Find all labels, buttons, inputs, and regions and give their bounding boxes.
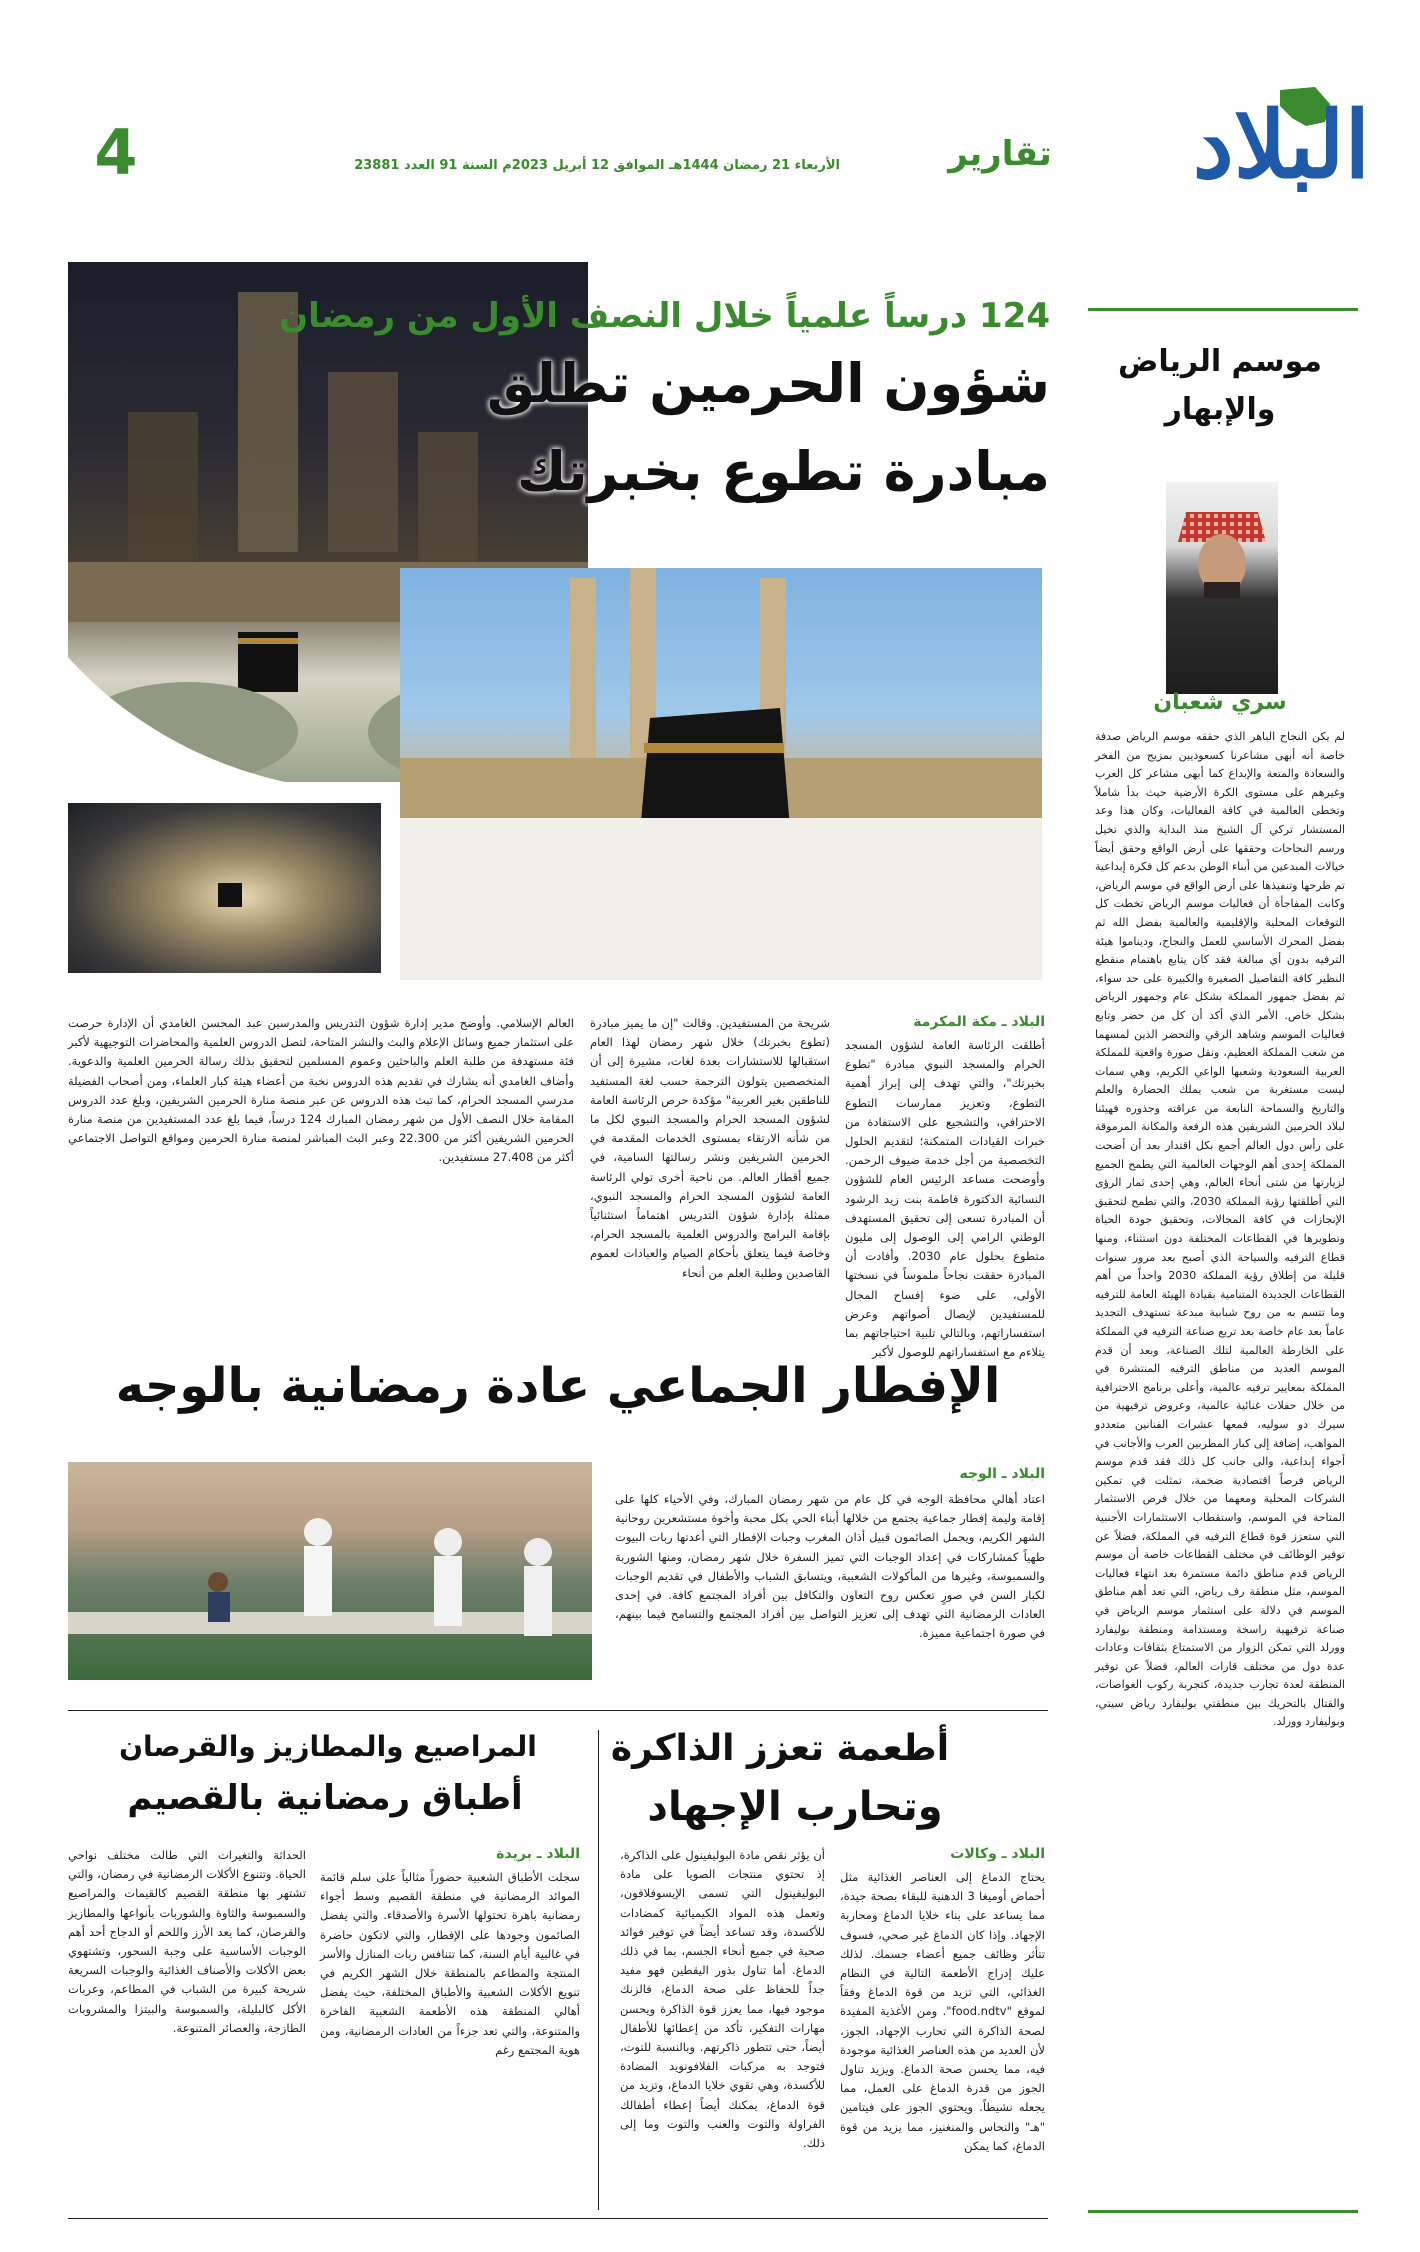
iftar-photo	[68, 1462, 592, 1680]
memory-col-1	[840, 1868, 1045, 2208]
page-number: 4	[94, 116, 138, 189]
masthead	[0, 0, 1420, 230]
column-body	[1095, 728, 1345, 2208]
memory-headline-line1: أطعمة تعزز الذاكرة	[610, 1728, 950, 1769]
main-col-3-text: العالم الإسلامي. وأوضح مدير إدارة شؤون التدريس والمدرسين عبد المحسن الغامدي أن الإدارة حرصت على استثمار جميع وسائل الإعلام والبث والنشر المتاحة، لتصل الدروس العلمية والمحاضرات التوجيهية لأكبر فئة مستهدفة من طلبة العلم والباحثين وعموم المسلمين لتحقيق بذلك رسالة الحرمين العلمية والدعوية. وأضاف الغامدي أنه يشارك في تقديم هذه الدروس نخبة من أعضاء هيئة كبار العلماء، ومن أصحاب الفضيلة مدرسي المسجد الحرام، كما تبث هذه الدروس عن عبر منصة منارة الحرمين الشريفين، وبلغ عدد الدروس المقامة خلال النصف الأول من شهر رمضان المبارك 124 درساً، فيما بلغ عدد المستفيدين من منصة منارة الحرمين الشريفين أكثر من 22.300 وعبر البث المباشر لمنصة منارة الحرمين ومواقع التواصل الاجتماعي أكثر من 27.408 مستفيدين.	[68, 1016, 574, 1165]
section-divider	[68, 1710, 1048, 1711]
main-col-2	[590, 1014, 830, 1336]
memory-headline-line2: وتحارب الإجهاد	[647, 1784, 943, 1830]
iftar-body-text: اعتاد أهالي محافظة الوجه في كل عام من شهر رمضان المبارك، وفي الأحياء كلها على إقامة وليمة إفطار جماعية يجتمع من خلالها أبناء الحي بكل محبة وأخوة مستشعرين روحانية الشهر الكريم، ويحمل الصائمون قبيل أذان المغرب وجبات الإفطار التي أعدتها ربات البيوت طهياً كمشاركات في إعداد الوجبات التي تميز السفرة خلال شهر رمضان، ومنها الشوربة والسمبوسة، وغيرها من المأكولات الشعبية، ويتسابق الشباب والأطفال في تقديم الوجبات لكبار السن في صورٍ تعكس روح التعاون والتكافل بين أفراد المجتمع كافة. في إحدى العادات الرمضانية التي تهدف إلى تعزيز التواصل بين أفراد المجتمع والتسامح فيما بينهم، في صورة اجتماعية مميزة.	[615, 1492, 1045, 1641]
memory-col-1-text: يحتاج الدماغ إلى العناصر الغذائية مثل أحماض أوميغا 3 الدهنية للبقاء بصحة جيدة، مما يساعد على بناء خلايا الدماغ ومحاربة الإجهاد. وإذا كان الدماغ غير صحي، فسوف تتأثر وظائف جميع أعضاء جسمك. لذلك عليك إدراج الأطعمة التالية في النظام الغذائي، التي تزيد من قوة الدماغ وفقاً لموقع "food.ndtv". ومن الأغذية المفيدة لصحة الذاكرة التي تحارب الإجهاد، الجوز، لأن العديد من هذه العناصر الغذائية موجودة فيه، مما يحسن صحة الدماغ. ويزيد تناول الجوز من قدرة الدماغ على العمل، مما يجعله نشيطاً. ويحتوي الجوز على فيتامين "هـ" والنحاس والمنغنيز، مما يزيد من قوة الدماغ، كما يمكن	[840, 1870, 1046, 2153]
qassim-byline: البلاد ـ بريدة	[496, 1846, 580, 1862]
main-col-1-text: أطلقت الرئاسة العامة لشؤون المسجد الحرام والمسجد النبوي مبادرة "تطوع بخبرتك"، والتي تهدف إلى إبراز أهمية التطوع، وتعزيز ممارسات التطوع الاحترافي، والتشجيع على الاستفادة من خبرات القيادات المتمكنة؛ لتقديم الحلول التخصصية من أجل خدمة ضيوف الرحمن. وأوضحت مساعد الرئيس العام للشؤون النسائية الدكتورة فاطمة بنت زيد الرشود أن المبادرة تسعى إلى تحقيق المستهدف الوطني الرامي إلى الوصول إلى مليون متطوع بحلول عام 2030. وأفادت أن المبادرة حققت نجاحاً ملموساً في نسختها الأولى، على ضوء إفساح المجال للمستفيدين لإيصال أصواتهم وعرض استفساراتهم، وبالتالي تلبية احتياجاتهم بما يتلاءم مع استفساراتهم للوصول لأكبر	[845, 1038, 1045, 1360]
bottom-rule	[68, 2218, 1048, 2219]
main-headline-line2: مبادرة تطوع بخبرتك	[516, 440, 1050, 503]
qassim-col-1	[320, 1868, 580, 2208]
qassim-headline-line1: المراصيع والمطازيز والقرصان	[119, 1730, 537, 1763]
qassim-col-1-text: سجلت الأطباق الشعبية حضوراً مثالياً على سلم قائمة الموائد الرمضانية في منطقة القصيم وسط أجواء رمضانية باهرة تحتولها الأسرة والأصدقاء. والتي يفضل الصائمون وجودها على الإفطار، والتي لاتكون حاضرة في غالبية أيام السنة، كما تتنافس ربات المنازل والأسر المنتجة والمطاعم بالمنطقة خلال الشهر الكريم في تنويع الأكلات الشعبية والأطباق المختلفة، حيث يفضل أهالي المنطقة هذه الأطعمة الشعبية الفاخرة والمتنوعة، والتي تعد جزءاً من العادات الرمضانية، ومن هوية المجتمع رغم	[320, 1870, 580, 2057]
aerial-mosque-photo	[68, 803, 381, 973]
column-bottom-rule	[1088, 2210, 1358, 2213]
main-col-1	[845, 1036, 1045, 1360]
column-title: موسم الرياض والإبهار	[1118, 344, 1322, 427]
logo	[1130, 82, 1370, 202]
iftar-byline: البلاد ـ الوجه	[959, 1466, 1045, 1482]
qassim-col-2	[68, 1846, 306, 2208]
main-col-2-text: شريحة من المستفيدين. وقالت "إن ما يميز مبادرة (تطوع بخبرتك) خلال شهر رمضان لهذا العام استقبالها للاستشارات بعدة لغات، مشيرة إلى أن المتخصصين يتولون الترجمة حسب لغة المستفيد للناطقين بغير العربية" مؤكدة حرص الرئاسة العامة لشؤون المسجد الحرام والمسجد النبوي لكل ما من شأنه الارتقاء بمستوى الخدمات المقدمة في الحرمين الشريفين ونشر رسالتها السامية، في جميع أقطار العالم. من ناحية أخرى تولي الرئاسة العامة لشؤون المسجد الحرام والمسجد النبوي، ممثلة بإدارة شؤون التدريس اهتماماً استثنائياً بإقامة البرامج والدروس العلمية بالمسجد الحرام، وخاصة فيما يتعلق بأحكام الصيام والعبادات لعموم القاصدين وطلبة العلم من أنحاء	[590, 1016, 830, 1280]
column-body-text: لم يكن النجاح الباهر الذي حققه موسم الرياض صدفة خاصة أنه أبهى مشاعرنا كسعوديين بمزيج من الفخر والسعادة والمتعة والإبداع كما أبهى مشاعر كل العرب وغيرهم على مستوى الكرة الأرضية حيث بدأ شاملاً وتخطى العالمية في كافة الفعاليات، وكان هذا وعد المستشار تركي آل الشيخ منذ البداية والذي تخيل ورسم النجاحات وحققها على أرض الواقع وحقق أيضاً خيالات المبدعين من أبناء الوطن بدعم كل فكرة إبداعية تم طرحها وتنفيذها على أرض الواقع في موسم الرياض، وكانت المفاجأة أن فعاليات موسم الرياض تخطت كل التوقعات المحلية والإقليمية والعالمية بفضل الله ثم بفضل المحرك الأساسي للعمل والنجاح، وديناموا هيئة الترفيه بدون أي مبالغة فقد كان يتابع باهتمام منقطع النظير كافة التفاصيل الصغيرة والكبيرة على حد سواء، ثم بفضل جمهور المملكة بشكل عام وجمهور الرياض بشكل خاص. الأمر الذي أكد أن كل من حضر وتابع فعاليات الموسم وشاهد الرقي والتحضر الذين لمسهما من شعب المملكة العظيم، ونقل صورة واقعية للمملكة العربية السعودية وشعبها الواعي الكريم، وهي سمات ليست مستغربة من شعب يملك الحضارة والعلم والتاريخ والسماحة النابعة من عراقته وجذوره فهيئنا لبلاد الحرمين الشريفين هذه الرفعة والمكانة المرموقة على رأس دول العالم أجمع بكل اقتدار بعد أن أضحت المملكة إحدى أهم الوجهات العالمية التي يطمح الجميع لزيارتها من شتى أنحاء العالم، وهي إحدى ثمار الرؤى التي أطلقتها رؤية المملكة 2030، والتي تطمح لتحقيق الإنجازات في كافة المجالات، وتحقيق جودة الحياة وتطويرها في القطاعات المختلفة دون استثناء، ومنها قطاع الترفيه والسياحة الذي أصبح بعد مرور سنوات قليلة من إطلاق رؤية المملكة 2030 واحداً من أهم القطاعات الجديدة المتنامية بقيادة الهيئة العامة للترفيه وما تتسم به من روح شبابية مبدعة تستهدف التجديد عاماً بعد عام خاصة بعد تربع صناعة الترفيه في المملكة على الخارطة العالمية لتلك الصناعة، وبعد أن قدم الموسم العديد من مناطق الترفيه المنتشرة في المملكة بمعايير ترفيه عالمية، وأعلى برنامج الاحترافية من خلال حفلات غنائية عالمية، وعروض ترفيهية من سيرك دو سوليه، فمعها عشرات الفنانين متعددو المواهب، إضافة إلى كبار المطربين العرب والأجانب في أجواء إبداعية، والى جانب كل ذلك فقد قدم موسم الرياض فرصاً اقتصادية ضخمة، تمثلت في تمكين الشركات المحلية ومعهما من خلال فرص الاستثمار المتاحة في الموسم، واستقطاب الاستثمارات الأجنبية التي ستعزز قوة قطاع الترفيه في المملكة، فضلاً عن توفير الوظائف في مختلف القطاعات خاصة أن موسم الرياض قدم مناطق دائمة مستمرة بعد انتهاء فعاليات الموسم، مثل منطقة رف رياض، التي تعد أهم مناطق الموسم في دلالة على استثمار موسم الرياض في صناعة ترفيهية راسخة ومستدامة ومنطقة بوليفارد وورلد التي تمكن الزوار من الاستمتاع بثقافات وعادات عدة دول من مختلف قارات العالم، فضلاً عن توفير المنطقة لعدة تجارب جديدة، كتجربة ركوب الغواصات، والقتال بالتحريك بين منطقتي بوليفارد رياض سيتي، وبوليفارد وورلد.	[1095, 730, 1345, 1729]
columnist-name: سري شعبان	[1153, 690, 1287, 715]
memory-byline: البلاد ـ وكالات	[950, 1846, 1045, 1862]
dateline: الأربعاء 21 رمضان 1444هـ الموافق 12 أبريل 2023م السنة 91 العدد 23881	[354, 158, 840, 173]
memory-col-2	[620, 1846, 825, 2208]
iftar-headline: الإفطار الجماعي عادة رمضانية بالوجه	[115, 1358, 1001, 1414]
main-col-3	[68, 1014, 574, 1336]
qassim-col-2-text: الحداثة والتغيرات التي طالت مختلف نواحي الحياة. وتتنوع الأكلات الرمضانية في رمضان، والتي تشتهر بها منطقة القصيم كالقيمات والمراصيع والسمبوسة والثاوة والشوربات بأنواعها والمطازيز والقرصان، كما يعد الأرز واللحم أو الدجاج أحد أهم الوجبات الأساسية على وجبة السحور، وتشتهوي بعض الأكلات والأصناف الغذائية والوجبات السريعة شريحة كبيرة من الشباب في المطاعم، وعربات الأكل كالبليلة، والسمبوسة والبيتزا والمشروبات الطازجة، والعصائر المتنوعة.	[68, 1848, 306, 2035]
section-label: تقارير	[948, 134, 1052, 174]
iftar-body	[615, 1490, 1045, 1690]
main-kicker: 124 درساً علمياً خلال النصف الأول من رمضان	[279, 296, 1050, 336]
column-top-rule	[1088, 308, 1358, 311]
logo-text: البلاد	[1192, 91, 1370, 199]
main-byline: البلاد ـ مكة المكرمة	[913, 1014, 1045, 1030]
qassim-headline-line2: أطباق رمضانية بالقصيم	[127, 1778, 523, 1818]
columnist-photo	[1166, 482, 1278, 694]
kaaba-photo	[400, 568, 1042, 980]
story-separator	[598, 1730, 599, 2210]
memory-col-2-text: أن يؤثر نقص مادة البوليفينول على الذاكرة، إذ تحتوي منتجات الصويا على مادة البوليفينول التي تسمى الإيسوفلافون، وتعمل هذه المواد الكيميائية كمضادات للأكسدة، وقد تساعد أيضاً في توفير فوائد صحية في جميع أنحاء الجسم، بما في ذلك الدماغ. أما تناول بذور اليقطين فهو مفيد جداً للحفاظ على صحة الدماغ، فالزنك موجود فيها، مما يعزز قوة الذاكرة ويحسن مهارات التفكير، تأكد من إعطائها للأطفال أيضاً، حتى تتطور ذاكرتهم. وبالنسبة للتوت، فتوجد به مركبات الفلافونويد المضادة للأكسدة، وهي تقوي خلايا الدماغ، وتزيد من قوة الدماغ، يمكنك أيضاً إعطاء أطفالك الفراولة والتوت والعنب والتوت وما إلى ذلك.	[620, 1848, 825, 2151]
main-headline-line1: شؤون الحرمين تطلق	[486, 352, 1050, 415]
